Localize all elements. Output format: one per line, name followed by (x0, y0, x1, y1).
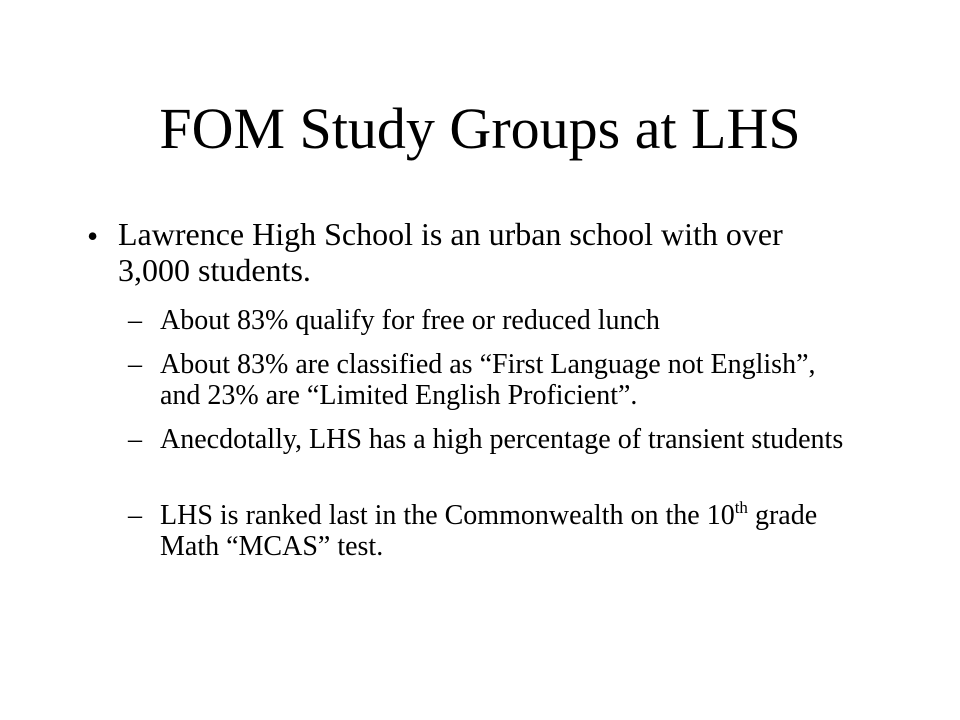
sub-item-dash: – (128, 305, 142, 336)
sub-item-dash: – (128, 424, 142, 455)
sub-item-dash: – (128, 349, 142, 380)
sub-item-text-part: LHS is ranked last in the Commonwealth on the 10 (160, 500, 735, 531)
sub-item-text-part: grade Math “MCAS” test. (160, 500, 818, 562)
sub-item-dash: – (128, 500, 142, 531)
sub-item-text (160, 500, 860, 562)
slide-title: FOM Study Groups at LHS (159, 96, 801, 161)
sub-item-text: Anecdotally, LHS has a high percentage of transient students (160, 424, 844, 455)
bullet-marker: • (87, 218, 99, 254)
bullet-text: Lawrence High School is an urban school with over 3,000 students. (118, 216, 783, 288)
sub-item-text: About 83% are classified as “First Language not English”, and 23% are “Limited English Proficient”. (160, 349, 816, 411)
ordinal-superscript: th (734, 498, 748, 517)
sub-item-text: About 83% qualify for free or reduced lunch (160, 305, 660, 336)
